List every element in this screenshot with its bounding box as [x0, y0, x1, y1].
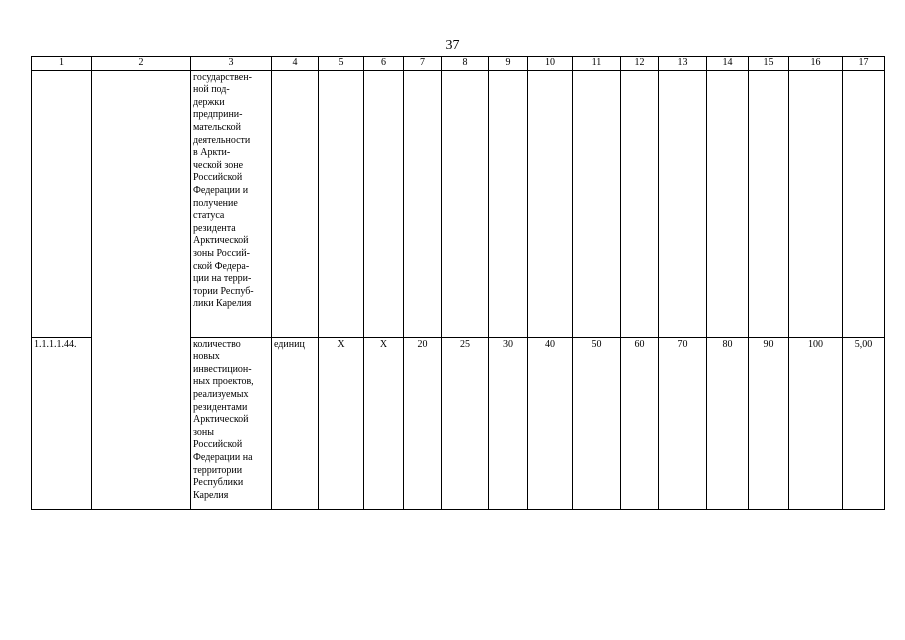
- indicator-text: государствен- ной под- держки предприни- мательской деятельности в Аркти- ческой зоне Российской Федерации и получение статуса резидента Арктической зоны Россий- ской Федера- ции на терри- тории Респуб- лики Карелия: [191, 70, 272, 337]
- header-cell: 5: [319, 57, 364, 71]
- header-cell: 7: [404, 57, 442, 71]
- header-cell: 11: [573, 57, 621, 71]
- header-cell: 2: [92, 57, 191, 71]
- table-cell: [442, 70, 489, 337]
- table-cell: [319, 70, 364, 337]
- value-cell: 50: [573, 337, 621, 509]
- value-cell: X: [364, 337, 404, 509]
- table-cell: [528, 70, 573, 337]
- header-cell: 8: [442, 57, 489, 71]
- value-cell: 70: [659, 337, 707, 509]
- value-cell: 80: [707, 337, 749, 509]
- unit-cell: единиц: [272, 337, 319, 509]
- table-cell: [272, 70, 319, 337]
- page-number: 37: [445, 38, 460, 53]
- value-cell: 30: [489, 337, 528, 509]
- table-cell: [92, 70, 191, 509]
- indicator-text: количество новых инвестицион- ных проектов, реализуемых резидентами Арктической зоны Российской Федерации на территории Республики Карелия: [191, 337, 272, 509]
- header-row: [32, 57, 885, 71]
- header-cell: 3: [191, 57, 272, 71]
- header-cell: 1: [32, 57, 92, 71]
- value-cell: 25: [442, 337, 489, 509]
- table-cell: [621, 70, 659, 337]
- header-cell: 12: [621, 57, 659, 71]
- value-cell: 90: [749, 337, 789, 509]
- header-cell: 13: [659, 57, 707, 71]
- header-cell: 9: [489, 57, 528, 71]
- value-cell: 5,00: [843, 337, 885, 509]
- value-cell: X: [319, 337, 364, 509]
- table-cell: [707, 70, 749, 337]
- table-cell: [789, 70, 843, 337]
- value-cell: 100: [789, 337, 843, 509]
- indicators-table: [31, 56, 885, 510]
- table-cell: [749, 70, 789, 337]
- table-cell: [32, 70, 92, 337]
- table-cell: [573, 70, 621, 337]
- value-cell: 20: [404, 337, 442, 509]
- header-cell: 17: [843, 57, 885, 71]
- table-cell: [364, 70, 404, 337]
- header-cell: 10: [528, 57, 573, 71]
- table-cell: [843, 70, 885, 337]
- row-number: 1.1.1.1.44.: [32, 337, 92, 509]
- header-cell: 16: [789, 57, 843, 71]
- value-cell: 40: [528, 337, 573, 509]
- header-cell: 6: [364, 57, 404, 71]
- header-cell: 15: [749, 57, 789, 71]
- table-row: [32, 70, 885, 337]
- table-cell: [489, 70, 528, 337]
- table-cell: [404, 70, 442, 337]
- table-cell: [659, 70, 707, 337]
- header-cell: 14: [707, 57, 749, 71]
- value-cell: 60: [621, 337, 659, 509]
- header-cell: 4: [272, 57, 319, 71]
